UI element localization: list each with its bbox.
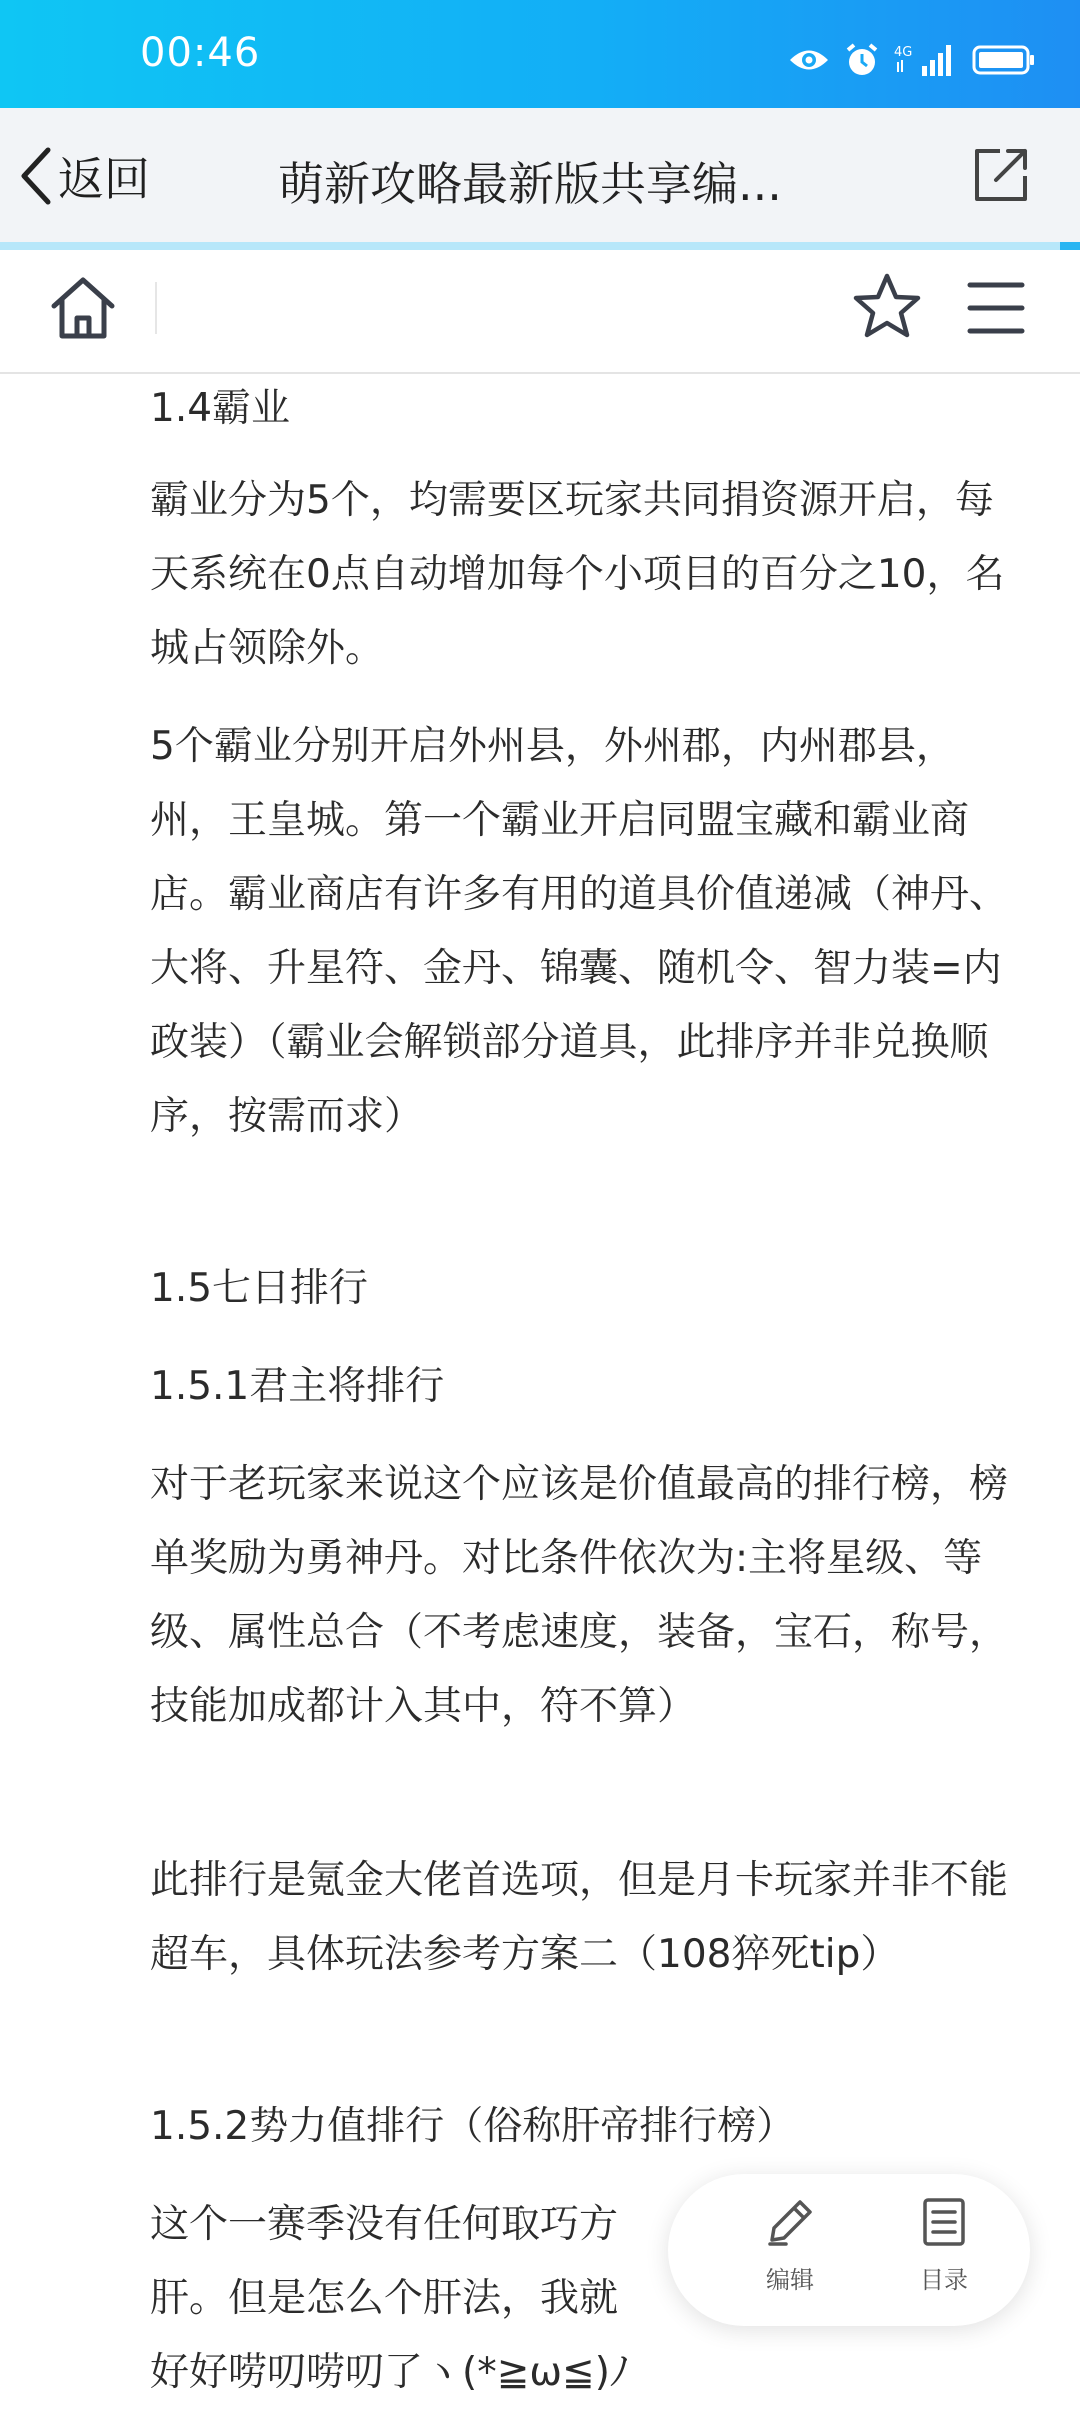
paragraph-5-line-1: 这个一赛季没有任何取巧方 [150,2202,619,2247]
toc-button[interactable] [884,2196,1004,2295]
paragraph-2: 5个霸业分别开启外州县，外州郡，内州郡县，州，王皇城。第一个霸业开启同盟宝藏和霸业商店。霸业商店有许多有用的道具价值递减（神丹、大将、升星符、金丹、锦囊、随机令、智力装=内政装）（霸业会解锁部分道具，此排序并非兑换顺序，按需而求） [150,724,1009,1139]
paragraph-5-line-2: 肝。但是怎么个肝法，我就 [150,2276,619,2321]
toolbar-divider [155,282,157,334]
edit-button[interactable] [730,2196,850,2295]
battery-icon [972,44,1036,76]
section-heading-1-5: 1.5七日排行 [150,1266,369,1311]
tool-bar [0,250,1080,374]
status-icons [788,40,1036,80]
floating-action-card [668,2174,1030,2326]
toc-label: 目录 [920,2266,968,2294]
alarm-icon [844,42,880,78]
section-heading-1-5-1: 1.5.1君主将排行 [150,1364,445,1409]
toc-list-icon [921,2196,967,2248]
eye-icon [788,45,830,75]
home-button[interactable] [50,276,116,344]
back-button[interactable] [18,138,150,214]
paragraph-3: 对于老玩家来说这个应该是价值最高的排行榜，榜单奖励为勇神丹。对比条件依次为:主将星级、等级、属性总合（不考虑速度，装备，宝石，称号，技能加成都计入其中，符不算） [150,1462,1009,1729]
share-external-icon [972,146,1030,204]
svg-text:4G: 4G [894,45,913,60]
back-label: 返回 [58,152,150,206]
home-icon [50,276,116,340]
share-button[interactable] [972,146,1030,208]
menu-button[interactable] [966,280,1026,340]
favorite-button[interactable] [852,272,922,344]
status-time: 00:46 [140,30,261,76]
section-heading-1-5-2: 1.5.2势力值排行（俗称肝帝排行榜） [150,2104,796,2149]
menu-icon [966,280,1026,336]
paragraph-1: 霸业分为5个，均需要区玩家共同捐资源开启，每天系统在0点自动增加每个小项目的百分之10，名城占领除外。 [150,478,1005,671]
paragraph-4: 此排行是氪金大佬首选项，但是月卡玩家并非不能超车，具体玩法参考方案二（108猝死tip） [150,1858,1009,1977]
section-heading-1-4: 1.4霸业 [150,386,291,431]
signal-icon [894,42,958,78]
paragraph-5-line-3: 好好唠叨唠叨了ヽ(*≧ω≦)ﾉ [150,2350,630,2395]
edit-label: 编辑 [766,2266,814,2294]
star-icon [852,272,922,340]
back-chevron-icon [18,146,54,206]
edit-pencil-icon [764,2196,816,2248]
load-progress-bar [0,242,1080,250]
status-bar [0,0,1080,108]
page-title: 萌新攻略最新版共享编... [278,157,782,211]
